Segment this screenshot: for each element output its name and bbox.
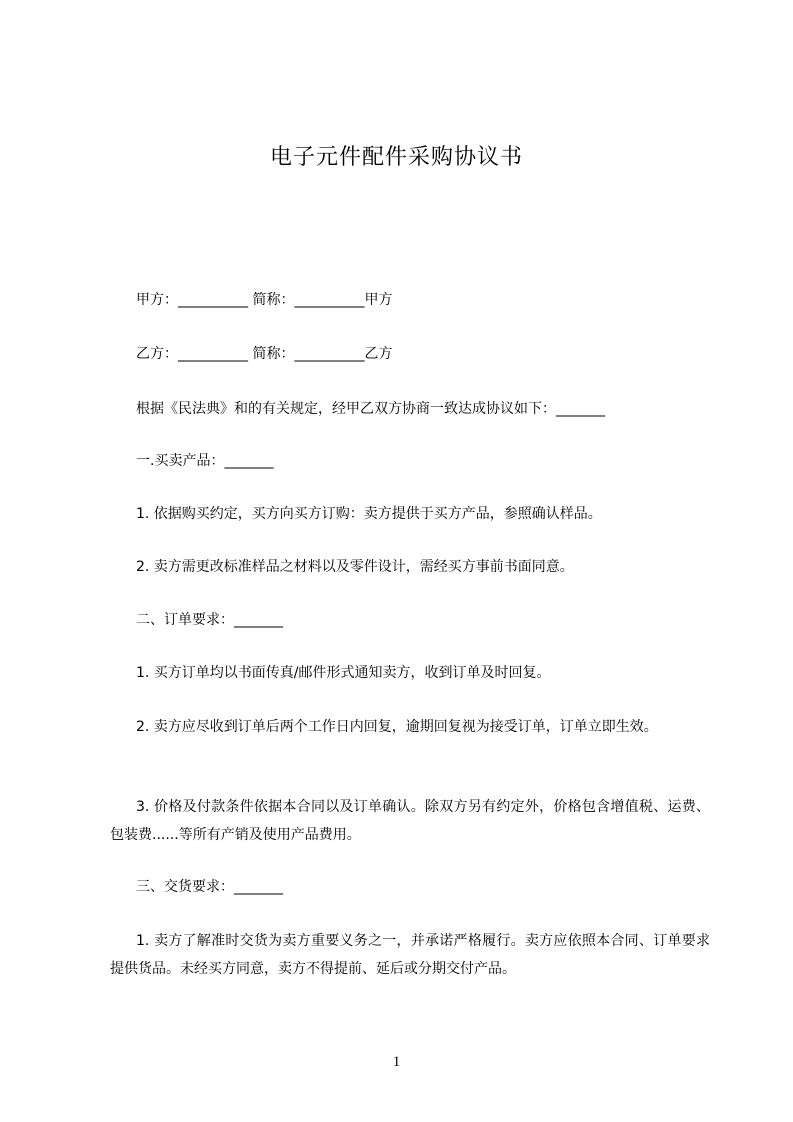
section-2-heading: 二、订单要求：_______ [136, 612, 283, 628]
page-number: 1 [392, 1054, 401, 1070]
section-3-item-1: 1. 卖方了解准时交货为卖方重要义务之一，并承诺严格履行。卖方应依照本合同、订单要求提供货品。未经买方同意，卖方不得提前、延后或分期交付产品。 [110, 933, 710, 977]
section-2-item-3: 3. 价格及付款条件依据本合同以及订单确认。除双方另有约定外，价格包含增值税、运费、包装费......等所有产销及使用产品费用。 [110, 799, 710, 843]
party-a-line: 甲方：__________ 简称：__________甲方 [136, 292, 393, 308]
intro-paragraph: 根据《民法典》和的有关规定，经甲乙双方协商一致达成协议如下：_______ [136, 401, 605, 417]
section-2-item-2: 2. 卖方应尽收到订单后两个工作日内回复，逾期回复视为接受订单，订单立即生效。 [136, 719, 658, 735]
section-1-item-2: 2. 卖方需更改标准样品之材料以及零件设计，需经买方事前书面同意。 [136, 559, 574, 575]
section-1-item-1: 1. 依据购买约定，买方向买方订购：卖方提供于买方产品，参照确认样品。 [136, 506, 602, 522]
section-2-item-1: 1. 买方订单均以书面传真/邮件形式通知卖方，收到订单及时回复。 [136, 665, 551, 681]
document-title: 电子元件配件采购协议书 [269, 145, 523, 170]
section-1-heading: 一.买卖产品：_______ [136, 453, 274, 469]
party-b-line: 乙方：__________ 简称：__________乙方 [136, 346, 393, 362]
section-3-heading: 三、交货要求：_______ [136, 879, 283, 895]
